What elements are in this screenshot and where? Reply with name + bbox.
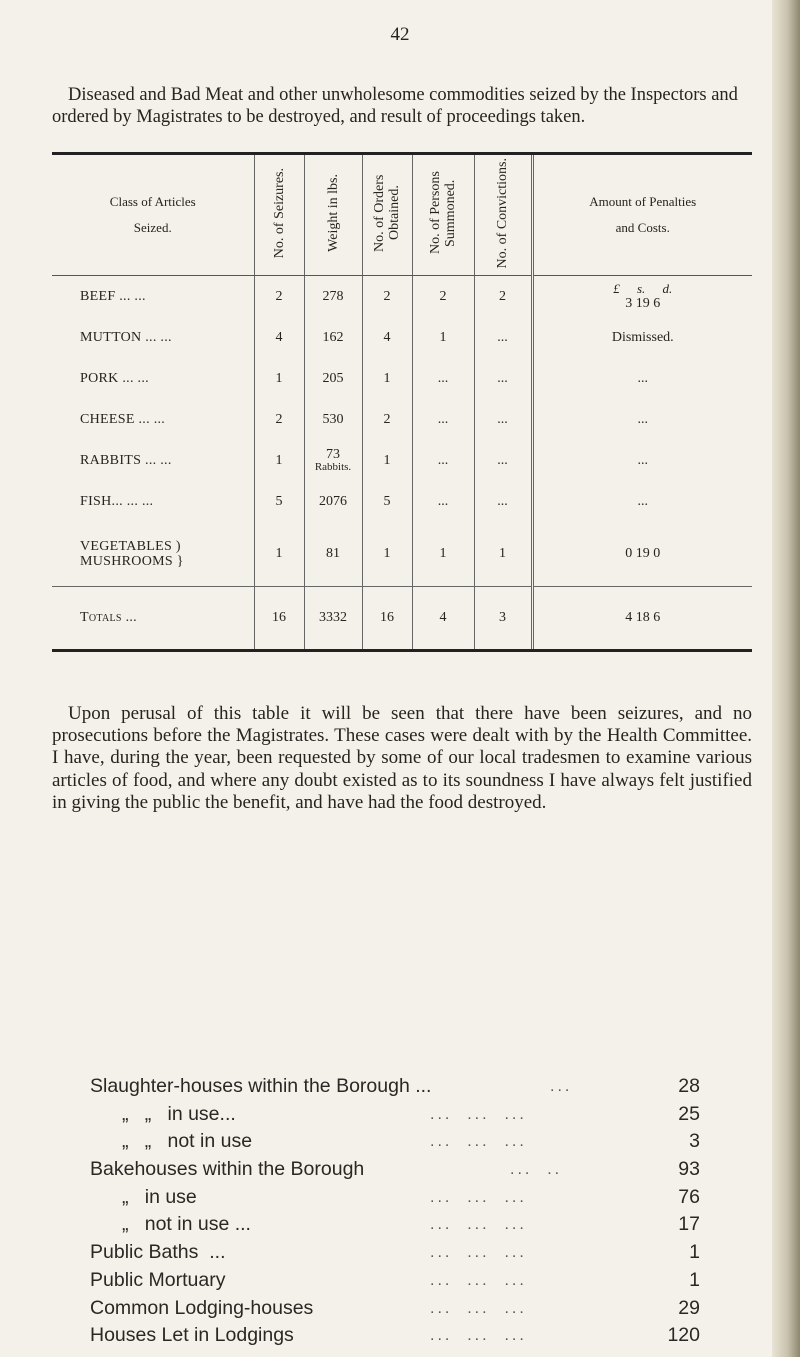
header-weight (304, 155, 362, 276)
stat-leader-dots: ... ... ... (430, 1271, 527, 1289)
totals-label: Totals ... (52, 587, 254, 650)
header-convictions-text: No. of Convictions. (495, 157, 510, 269)
row-amount: ... (532, 481, 752, 522)
stat-value: 120 (667, 1324, 700, 1347)
stat-value: 28 (678, 1075, 700, 1097)
row-persons: ... (412, 440, 474, 481)
header-persons (412, 155, 474, 276)
header-class-of-articles (52, 155, 254, 276)
table-row (52, 276, 752, 318)
row-convictions: ... (474, 399, 532, 440)
stat-value: 1 (689, 1241, 700, 1264)
header-penalties-line2: and Costs. (615, 220, 670, 235)
row-item: FISH... ... ... (80, 493, 154, 509)
stat-leader-dots: ... ... ... (430, 1133, 527, 1151)
row-orders: 1 (362, 440, 412, 481)
row-seizures: 2 (254, 276, 304, 318)
stat-value: 25 (678, 1102, 700, 1125)
header-seizures (254, 155, 304, 276)
stat-label: Public Mortuary (90, 1268, 226, 1291)
row-seizures: 1 (254, 440, 304, 481)
body-paragraph: Upon perusal of this table it will be seen that there have been seizures, and no prosecutions before the Magistrates. These cases were dealt with by the Health Committee. I have, during the year, been requested by some of our local tradesmen to examine various articles of food, and where any doubt existed as to its soundness I have always felt justified in giving the public the benefit, and have had the food destroyed. (52, 703, 752, 813)
intro-paragraph: Diseased and Bad Meat and other unwholesome commodities seized by the Inspectors and ordered by Magistrates to be destroyed, and result of proceedings taken. (52, 85, 738, 127)
row-seizures: 2 (254, 399, 304, 440)
row-convictions: ... (474, 481, 532, 522)
stat-label: Common Lodging-houses (90, 1296, 314, 1319)
stat-leader-dots: ... .. (510, 1161, 563, 1179)
stat-label: Houses Let in Lodgings (90, 1324, 294, 1347)
stat-value: 76 (678, 1185, 700, 1208)
row-weight-unit: Rabbits. (314, 460, 352, 473)
row-weight: 530 (304, 399, 362, 440)
table-row-vegetables (52, 522, 752, 587)
stat-label: „ „ not in use (122, 1130, 253, 1153)
page-number: 42 (390, 24, 410, 45)
header-persons-text: No. of Persons Summoned. (428, 171, 458, 255)
row-weight: 2076 (304, 481, 362, 522)
stat-leader-dots: ... ... ... (430, 1188, 527, 1206)
stat-row (90, 1073, 700, 1101)
row-item: CHEESE ... ... (80, 411, 166, 427)
row-convictions: ... (474, 317, 532, 358)
row-weight: 278 (304, 276, 362, 318)
totals-weight: 3332 (304, 587, 362, 650)
row-weight: 81 (304, 522, 362, 587)
row-weight: 205 (304, 358, 362, 399)
row-persons: 2 (412, 276, 474, 318)
stat-label: „ „ in use... (122, 1102, 236, 1125)
row-item: MUTTON ... ... (80, 329, 172, 345)
table-row (52, 399, 752, 440)
row-persons: ... (412, 481, 474, 522)
row-amount: ... (532, 440, 752, 481)
totals-convictions: 3 (474, 587, 532, 650)
header-weight-text: Weight in lbs. (325, 174, 341, 252)
row-orders: 4 (362, 317, 412, 358)
stat-row (90, 1322, 700, 1350)
row-convictions: ... (474, 358, 532, 399)
header-penalties-line1: Amount of Penalties (589, 194, 697, 209)
row-orders: 1 (362, 358, 412, 399)
stat-value: 17 (678, 1213, 700, 1236)
row-weight: 162 (304, 317, 362, 358)
stat-row (90, 1295, 700, 1323)
stat-leader-dots: ... ... ... (430, 1244, 527, 1262)
row-seizures: 1 (254, 522, 304, 587)
row-amount (532, 276, 752, 318)
stat-value: 93 (678, 1158, 700, 1181)
totals-orders: 16 (362, 587, 412, 650)
row-item-line2: MUSHROOMS } (80, 554, 184, 569)
row-convictions: 2 (474, 276, 532, 318)
table-row (52, 317, 752, 358)
row-orders: 2 (362, 399, 412, 440)
row-weight (304, 440, 362, 481)
stat-row (90, 1239, 700, 1267)
header-seizures-text: No. of Seizures. (271, 167, 287, 259)
stat-label: Public Baths ... (90, 1241, 226, 1264)
stat-label: „ in use (122, 1185, 197, 1208)
row-weight-value: 73 (326, 446, 340, 462)
premises-statistics (90, 1073, 700, 1350)
row-convictions: 1 (474, 522, 532, 587)
money-units-header: £ s. d. (613, 280, 673, 296)
stat-label: Bakehouses within the Borough (90, 1158, 365, 1181)
row-convictions: ... (474, 440, 532, 481)
row-seizures: 4 (254, 317, 304, 358)
totals-persons: 4 (412, 587, 474, 650)
row-orders: 5 (362, 481, 412, 522)
totals-seizures: 16 (254, 587, 304, 650)
stat-row (90, 1156, 700, 1184)
table-row (52, 440, 752, 481)
row-item: PORK ... ... (80, 370, 149, 386)
page-edge-shadow (772, 0, 800, 1357)
stat-label: „ not in use ... (122, 1213, 251, 1236)
stat-leader-dots: ... ... ... (430, 1216, 527, 1234)
row-seizures: 1 (254, 358, 304, 399)
header-class-line2: Seized. (133, 220, 172, 235)
table-row (52, 358, 752, 399)
stat-value: 1 (689, 1268, 700, 1291)
row-item (52, 522, 254, 587)
header-penalties (532, 155, 752, 276)
header-orders-text: No. of Orders Obtained. (372, 174, 402, 252)
stat-row (90, 1184, 700, 1212)
row-persons: 1 (412, 317, 474, 358)
row-persons: ... (412, 399, 474, 440)
stat-row (90, 1211, 700, 1239)
row-amount: ... (532, 358, 752, 399)
header-class-line1: Class of Articles (109, 194, 196, 209)
row-item: RABBITS ... ... (80, 452, 172, 468)
table-header-row (52, 155, 752, 276)
row-amount: ... (532, 399, 752, 440)
row-item-line1: VEGETABLES ) (80, 539, 181, 554)
seizures-table (52, 152, 752, 652)
stat-value: 3 (689, 1130, 700, 1153)
row-item: BEEF ... ... (80, 288, 146, 304)
row-amount: 0 19 0 (532, 522, 752, 587)
row-seizures: 5 (254, 481, 304, 522)
stat-value: 29 (678, 1296, 700, 1319)
table-row-totals (52, 587, 752, 650)
stat-row (90, 1128, 700, 1156)
row-amount-value: 3 19 6 (625, 295, 661, 311)
stat-leader-dots: ... ... ... (430, 1299, 527, 1317)
header-convictions (474, 155, 532, 276)
stat-row (90, 1101, 700, 1129)
stat-row (90, 1267, 700, 1295)
row-orders: 1 (362, 522, 412, 587)
row-persons: ... (412, 358, 474, 399)
stat-leader-dots: ... ... ... (430, 1105, 527, 1123)
row-persons: 1 (412, 522, 474, 587)
row-orders: 2 (362, 276, 412, 318)
stat-leader-dots: ... ... ... (430, 1327, 527, 1345)
totals-amount: 4 18 6 (532, 587, 752, 650)
stat-label: Slaughter-houses within the Borough ... (90, 1075, 432, 1097)
table-row (52, 481, 752, 522)
stat-leader-dots: ... (550, 1078, 573, 1095)
header-orders (362, 155, 412, 276)
row-amount: Dismissed. (532, 317, 752, 358)
